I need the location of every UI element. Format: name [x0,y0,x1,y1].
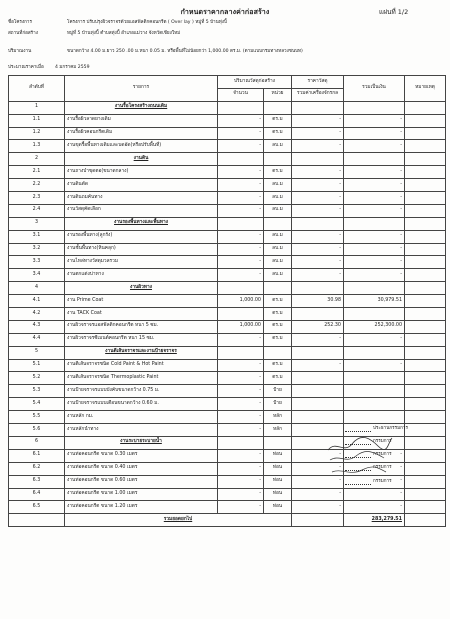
row-price [292,411,344,424]
row-no: 4.4 [9,333,65,346]
empty-cell [292,346,344,359]
row-item: งานป้ายจราจรแบบบังคับขนาดกว้าง 0.75 ม. [65,385,218,398]
row-note [405,127,446,140]
row-item: งานท่อคอนกรีต ขนาด 0.30 เมตร [65,449,218,462]
row-no: 6.3 [9,475,65,488]
header-amount: รวมเป็นเงิน [344,76,405,102]
row-unit: ท่อน [264,501,292,514]
row-note [405,179,446,192]
section-title: งานผิวทาง [65,282,218,295]
header-no: ลำดับที่ [9,76,65,102]
empty-cell [344,217,405,230]
row-item: งานท่อคอนกรีต ขนาด 1.20 เมตร [65,501,218,514]
empty-cell [218,282,264,295]
row-no: 6 [9,436,65,449]
row-amount: - [344,256,405,269]
row-note [405,295,446,308]
row-note [405,398,446,411]
empty-cell [405,346,446,359]
row-unit: หลัก [264,411,292,424]
row-amount [344,372,405,385]
row-price: - [292,256,344,269]
row-note [405,462,446,475]
row-no: 4.2 [9,308,65,321]
row-qty: - [218,385,264,398]
section-title: งานรื้อโครงสร้างถนนเดิม [65,101,218,114]
row-unit: ตร.ม [264,333,292,346]
row-item: งานดินตัด [65,179,218,192]
empty-cell [264,282,292,295]
row-no: 1.2 [9,127,65,140]
row-qty: - [218,269,264,282]
row-price: - [292,192,344,205]
row-amount: - [344,501,405,514]
table-row [9,204,446,217]
row-price: - [292,462,344,475]
empty-cell [344,282,405,295]
meta-location [0,30,450,36]
row-amount: - [344,230,405,243]
header-unit: หน่วย [264,88,292,101]
meta-location-value: หมู่ที่ 5 บ้านทุ่งปี้ ตำบลทุ่งปี้ อำเภอแม่วาง จังหวัดเชียงใหม่ [67,31,181,36]
row-no: 1.3 [9,140,65,153]
row-note [405,230,446,243]
section-title: งานดิน [65,153,218,166]
table-row [9,385,446,398]
row-item: งานหลักนำทาง [65,424,218,437]
row-price: - [292,449,344,462]
row-amount: - [344,449,405,462]
section-row [9,217,446,230]
row-no: 5 [9,346,65,359]
signature-role: กรรมการ [373,439,392,444]
row-amount: - [344,179,405,192]
row-amount [344,411,405,424]
row-note [405,269,446,282]
row-no: 5.5 [9,411,65,424]
row-price [292,308,344,321]
row-qty: - [218,333,264,346]
row-amount: - [344,359,405,372]
row-unit: ป้าย [264,398,292,411]
empty-cell [405,217,446,230]
row-qty: - [218,488,264,501]
row-qty: 1,000.00 [218,320,264,333]
table-row [9,243,446,256]
row-note [405,204,446,217]
row-unit: ตร.ม [264,295,292,308]
table-row [9,230,446,243]
row-item: งานตีเส้นจราจรชนิด Thermoplastic Paint [65,372,218,385]
table-row [9,333,446,346]
row-unit: ท่อน [264,462,292,475]
row-qty: - [218,230,264,243]
table-row [9,359,446,372]
row-qty: 1,000.00 [218,295,264,308]
row-qty: - [218,243,264,256]
row-note [405,411,446,424]
row-unit: ตร.ม [264,127,292,140]
empty-cell [264,346,292,359]
row-amount: - [344,462,405,475]
row-note [405,424,446,437]
row-unit: ลบ.ม [264,204,292,217]
row-qty: - [218,204,264,217]
empty-cell [9,514,65,527]
row-item: งานรองพื้นทาง(ลูกรัง) [65,230,218,243]
row-no: 3 [9,217,65,230]
row-qty: - [218,166,264,179]
row-unit: ลบ.ม [264,179,292,192]
row-amount [344,385,405,398]
row-unit: ตร.ม [264,166,292,179]
section-title: งานระบายระบายน้ำ [65,436,218,449]
row-note [405,256,446,269]
row-qty: - [218,127,264,140]
meta-project-label: ชื่อโครงการ [8,20,32,25]
row-qty: - [218,398,264,411]
table-row [9,192,446,205]
row-no: 4.1 [9,295,65,308]
section-row [9,153,446,166]
row-qty: - [218,411,264,424]
row-item: งานชั้นพื้นทาง(หินคลุก) [65,243,218,256]
table-row [9,295,446,308]
row-no: 2.2 [9,179,65,192]
row-item: งานถางป่าขุดตอ(ขนาดกลาง) [65,166,218,179]
row-note [405,488,446,501]
row-price: - [292,475,344,488]
row-qty: - [218,372,264,385]
row-price: - [292,269,344,282]
row-no: 4 [9,282,65,295]
row-note [405,449,446,462]
row-note [405,501,446,514]
row-unit: ท่อน [264,449,292,462]
row-item: งานผิวจราจรแอสฟัลติกคอนกรีต หนา 5 ซม. [65,320,218,333]
total-label: รวมยอดยกไป [65,514,292,527]
row-unit: ตร.ม [264,308,292,321]
signature-role: กรรมการ [373,452,392,457]
row-price: 252.30 [292,320,344,333]
row-no: 2.3 [9,192,65,205]
header-item: รายการ [65,76,218,102]
row-item: งานหลัก กม. [65,411,218,424]
empty-cell [405,153,446,166]
row-price: - [292,359,344,372]
table-row [9,411,446,424]
row-qty: - [218,140,264,153]
row-qty: - [218,256,264,269]
meta-date [0,64,450,70]
row-note [405,308,446,321]
row-unit: ท่อน [264,488,292,501]
document-title: กำหนดราคากลางค่าก่อสร้าง [180,8,270,16]
row-amount [344,308,405,321]
meta-size-value: ขนาดกว้าง 4.00 ม.ยาว 250 .00 ม.หนา 0.05 ม. หรือพื้นที่ไม่น้อยกว่า 1,000.00 ตร.ม. (ตามแบบกรมทางหลวงชนบท) [67,49,303,54]
table-row [9,114,446,127]
row-no: 3.3 [9,256,65,269]
row-note [405,320,446,333]
row-qty: - [218,475,264,488]
table-row [9,179,446,192]
row-price: - [292,114,344,127]
row-item: งานไหล่ทางวัสดุมวลรวม [65,256,218,269]
table-header-row-1 [9,76,446,89]
empty-cell [218,436,264,449]
row-qty: - [218,114,264,127]
table-row [9,308,446,321]
row-qty: - [218,359,264,372]
row-price: - [292,166,344,179]
empty-cell [218,153,264,166]
row-qty: - [218,449,264,462]
row-price: - [292,179,344,192]
empty-cell [344,346,405,359]
row-no: 3.1 [9,230,65,243]
meta-project-value: โครงการ ปรับปรุงผิวจราจรด้วยแอสฟัลติกคอนกรีต ( Over lay ) หมู่ที่ 5 บ้านทุ่งปี้ [67,20,227,25]
row-item: งานท่อคอนกรีต ขนาด 0.60 เมตร [65,475,218,488]
row-note [405,243,446,256]
row-qty: - [218,179,264,192]
row-no: 1.1 [9,114,65,127]
row-no: 2.1 [9,166,65,179]
row-item: งานรื้อผิวคอนกรีตเดิม [65,127,218,140]
empty-cell [292,101,344,114]
row-no: 3.2 [9,243,65,256]
row-amount: - [344,127,405,140]
row-unit: ลบ.ม [264,140,292,153]
row-item: งานรื้อผิวลาดยางเดิม [65,114,218,127]
empty-cell [218,346,264,359]
row-no: 3.4 [9,269,65,282]
empty-cell [405,436,446,449]
table-row [9,269,446,282]
section-title: งานรองพื้นทางและพื้นทาง [65,217,218,230]
row-no: 2.4 [9,204,65,217]
signature-role: ประธานกรรมการ [373,426,408,431]
row-unit: ตร.ม [264,372,292,385]
row-note [405,140,446,153]
empty-cell [405,101,446,114]
row-no: 5.4 [9,398,65,411]
empty-cell [344,153,405,166]
row-no: 4.3 [9,320,65,333]
row-unit: ป้าย [264,385,292,398]
row-no: 6.2 [9,462,65,475]
row-item: งานท่อคอนกรีต ขนาด 0.40 เมตร [65,462,218,475]
handwritten-signature-icon [324,424,394,494]
row-qty [218,308,264,321]
row-item: งานขุดรื้อพื้นทางเดิมและบดอัด(หรือปรับพื้นที่) [65,140,218,153]
row-price: - [292,140,344,153]
row-unit: ตร.ม [264,359,292,372]
empty-cell [292,514,344,527]
row-note [405,333,446,346]
page-number: แผ่นที่ 1/2 [379,8,409,16]
row-no: 6.4 [9,488,65,501]
row-unit: ท่อน [264,475,292,488]
empty-cell [218,217,264,230]
header-qty-group: ปริมาณวัสดุก่อสร้าง [218,76,292,89]
row-no: 5.3 [9,385,65,398]
row-unit: ตร.ม [264,320,292,333]
table-row [9,398,446,411]
header-price: รวมค่าเครื่องจักรกล [292,88,344,101]
row-note [405,385,446,398]
header-qty: จำนวน [218,88,264,101]
row-amount: - [344,166,405,179]
row-amount: 252,300.00 [344,320,405,333]
section-row [9,346,446,359]
row-qty: - [218,192,264,205]
empty-cell [292,217,344,230]
row-note [405,114,446,127]
row-no: 1 [9,101,65,114]
table-row [9,166,446,179]
row-price [292,385,344,398]
empty-cell [218,101,264,114]
table-row [9,501,446,514]
row-price: - [292,204,344,217]
row-amount [344,398,405,411]
row-amount: - [344,269,405,282]
section-row [9,101,446,114]
empty-cell [405,282,446,295]
row-no: 2 [9,153,65,166]
row-note [405,192,446,205]
meta-size [0,48,450,54]
empty-cell [264,217,292,230]
section-title: งานตีเส้นจราจรและงานป้ายจราจร [65,346,218,359]
row-item: งานป้ายจราจรแบบเตือนขนาดกว้าง 0.60 ม. [65,398,218,411]
meta-location-label: สถานที่ก่อสร้าง [8,31,38,36]
signature-role: กรรมการ [373,479,392,484]
row-item: งานตีเส้นจราจรชนิด Cold Paint & Hot Paint [65,359,218,372]
row-item: งาน TACK Coat [65,308,218,321]
row-item: งานดินถมคันทาง [65,192,218,205]
header-note: หมายเหตุ [405,76,446,102]
row-price: - [292,243,344,256]
table-row [9,140,446,153]
row-item: งาน Prime Coat [65,295,218,308]
row-price: - [292,127,344,140]
meta-size-label: ปริมาณงาน [8,49,32,54]
total-row [9,514,446,527]
table-row [9,127,446,140]
row-amount: - [344,140,405,153]
row-price: - [292,501,344,514]
row-unit: หลัก [264,424,292,437]
row-price: - [292,488,344,501]
row-note [405,372,446,385]
total-amount: 283,279.51 [344,514,405,527]
row-amount: - [344,333,405,346]
meta-project [0,19,450,25]
row-price: 30.98 [292,295,344,308]
row-price: - [292,333,344,346]
row-note [405,475,446,488]
row-unit: ลบ.ม [264,256,292,269]
row-price: - [292,230,344,243]
row-item: งานวัสดุคัดเลือก [65,204,218,217]
meta-date-value: 4 มกราคม 2559 [55,65,90,70]
table-row [9,372,446,385]
empty-cell [405,514,446,527]
row-amount: 30,979.51 [344,295,405,308]
row-amount: - [344,114,405,127]
table-row [9,256,446,269]
row-amount: - [344,243,405,256]
row-no: 5.1 [9,359,65,372]
empty-cell [264,436,292,449]
row-note [405,166,446,179]
row-amount: - [344,204,405,217]
table-row [9,320,446,333]
empty-cell [344,101,405,114]
row-unit: ตร.ม [264,114,292,127]
row-amount: - [344,475,405,488]
row-amount: - [344,488,405,501]
row-item: งานท่อคอนกรีต ขนาด 1.00 เมตร [65,488,218,501]
row-unit: ลบ.ม [264,243,292,256]
row-no: 6.5 [9,501,65,514]
signature-role: กรรมการ [373,465,392,470]
empty-cell [264,101,292,114]
empty-cell [292,153,344,166]
row-item: งานผิวจราจรซีเมนต์คอนกรีต หนา 15 ซม. [65,333,218,346]
empty-cell [292,282,344,295]
row-price [292,372,344,385]
row-item: งานตกแต่งบ่าทาง [65,269,218,282]
row-qty: - [218,462,264,475]
row-no: 6.1 [9,449,65,462]
empty-cell [264,153,292,166]
row-unit: ลบ.ม [264,269,292,282]
row-price [292,398,344,411]
row-unit: ลบ.ม [264,192,292,205]
row-note [405,359,446,372]
header-price-group: ราคาวัสดุ [292,76,344,89]
row-no: 5.6 [9,424,65,437]
row-qty: - [218,501,264,514]
row-no: 5.2 [9,372,65,385]
section-row [9,282,446,295]
row-amount: - [344,192,405,205]
row-qty: - [218,424,264,437]
meta-date-label: ประมาณราคาเมื่อ [8,65,44,70]
row-unit: ลบ.ม [264,230,292,243]
